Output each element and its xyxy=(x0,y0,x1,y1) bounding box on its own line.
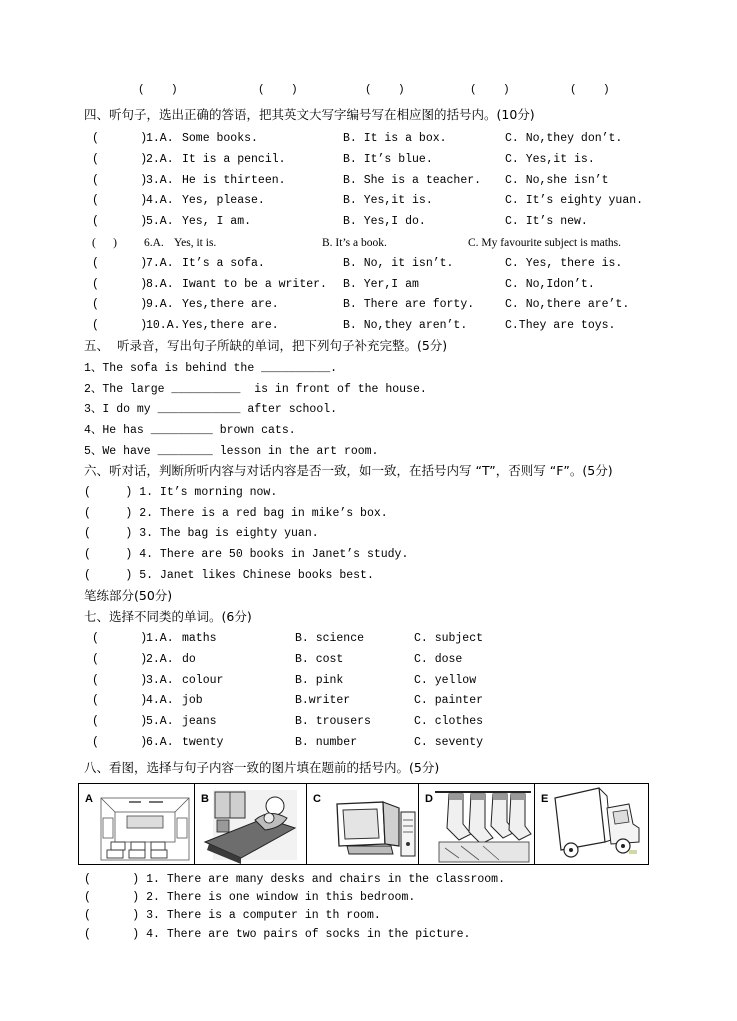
option-b: B. science xyxy=(295,632,365,645)
question-number: 6.A. xyxy=(144,237,164,249)
question-number: 7.A. xyxy=(146,256,174,270)
fill-blank-item: 1、The sofa is behind the __________. xyxy=(84,362,338,375)
answer-paren: ( ) xyxy=(92,215,148,229)
written-part-heading: 笔练部分(50分) xyxy=(84,588,173,603)
option-c: C. No,Idon’t. xyxy=(505,277,595,291)
option-b: B. trousers xyxy=(295,715,371,729)
computer-icon xyxy=(307,784,419,864)
question-number: 8.A. xyxy=(146,277,174,291)
section-4-heading: 四、听句子，选出正确的答语，把其英文大写字编号写在相应图的括号内。(10分) xyxy=(84,107,535,122)
option-b: B. She is a teacher. xyxy=(343,173,482,187)
answer-paren: ( ) xyxy=(92,298,148,312)
question-number: 10.A. xyxy=(146,319,181,333)
option-b: B. number xyxy=(295,736,358,749)
option-a: He is thirteen. xyxy=(182,173,286,187)
answer-paren: ( ) xyxy=(92,194,148,208)
option-a: jeans xyxy=(182,715,217,729)
answer-paren: ( ) xyxy=(92,652,148,666)
option-c: C. clothes xyxy=(414,715,484,729)
section-8-heading: 八、看图，选择与句子内容一致的图片填在题前的括号内。(5分) xyxy=(84,760,440,775)
fill-blank-item: 4、He has _________ brown cats. xyxy=(84,424,296,437)
option-a: It’s a sofa. xyxy=(182,256,265,270)
option-b: B. No, it isn’t. xyxy=(343,256,454,270)
picture-cell-c xyxy=(307,784,419,864)
question-number: 2.A. xyxy=(146,152,174,166)
option-c: C. It’s new. xyxy=(505,215,588,229)
answer-paren: ( ) xyxy=(92,256,148,270)
option-c: C. Yes,it is. xyxy=(505,152,595,166)
option-a: do xyxy=(182,652,196,666)
picture-label: D xyxy=(425,793,433,805)
section-6-heading: 六、听对话，判断所听内容与对话内容是否一致，如一致，在括号内写 “T”，否则写 “F”。(5分) xyxy=(84,463,613,478)
option-c: C. yellow xyxy=(414,673,477,687)
true-false-item: ( ) 2. There is a red bag in mike’s box. xyxy=(84,507,388,520)
answer-paren: ( ) xyxy=(92,152,148,166)
option-a: Iwant to be a writer. xyxy=(182,277,327,291)
classroom-icon xyxy=(79,784,195,864)
option-a: colour xyxy=(182,673,224,687)
picture-cell-b xyxy=(195,784,307,864)
option-a: Yes, it is. xyxy=(174,237,217,249)
option-c: C. Yes, there is. xyxy=(505,256,623,270)
option-c: C. It’s eighty yuan. xyxy=(505,194,644,208)
picture-label: E xyxy=(541,793,549,805)
true-false-item: ( ) 5. Janet likes Chinese books best. xyxy=(84,569,374,582)
option-a: Yes, I am. xyxy=(182,215,252,229)
question-number: 4.A. xyxy=(146,194,174,208)
picture-item: ( ) 3. There is a computer in th room. xyxy=(84,909,381,922)
picture-item: ( ) 4. There are two pairs of socks in the picture. xyxy=(84,928,471,941)
question-number: 9.A. xyxy=(146,298,174,312)
answer-paren: ( ) xyxy=(570,84,610,96)
option-b: B. Yes,it is. xyxy=(343,194,433,208)
picture-item: ( ) 2. There is one window in this bedroom. xyxy=(84,891,416,904)
answer-paren: ( ) xyxy=(92,694,148,708)
picture-cell-d xyxy=(419,784,535,864)
question-number: 1.A. xyxy=(146,632,174,645)
option-a: maths xyxy=(182,632,217,645)
true-false-item: ( ) 1. It’s morning now. xyxy=(84,486,278,499)
answer-paren: ( ) xyxy=(365,84,405,96)
answer-paren: ( ) xyxy=(470,84,510,96)
picture-label: B xyxy=(201,793,209,805)
answer-paren: ( ) xyxy=(92,632,148,645)
option-a: It is a pencil. xyxy=(182,152,286,166)
option-b: B.writer xyxy=(295,694,351,708)
picture-label: C xyxy=(313,793,321,805)
picture-cell-e xyxy=(535,784,648,864)
fill-blank-item: 3、I do my ____________ after school. xyxy=(84,403,338,416)
option-b: B. No,they aren’t. xyxy=(343,319,468,333)
answer-paren: ( ) xyxy=(92,237,117,249)
option-b: B. It is a box. xyxy=(343,132,447,145)
fill-blank-item: 5、We have ________ lesson in the art room. xyxy=(84,445,379,458)
question-number: 2.A. xyxy=(146,652,174,666)
fill-blank-item: 2、The large __________ is in front of the house. xyxy=(84,383,427,396)
truck-icon xyxy=(535,784,648,864)
option-c: C. My favourite subject is maths. xyxy=(468,237,621,249)
picture-item: ( ) 1. There are many desks and chairs in the classroom. xyxy=(84,873,505,886)
true-false-item: ( ) 4. There are 50 books in Janet’s study. xyxy=(84,548,409,561)
question-number: 1.A. xyxy=(146,132,174,145)
answer-paren: ( ) xyxy=(92,132,148,145)
option-b: B. There are forty. xyxy=(343,298,475,312)
option-c: C. painter xyxy=(414,694,484,708)
question-number: 4.A. xyxy=(146,694,174,708)
option-c: C. No,there are’t. xyxy=(505,298,630,312)
answer-paren: ( ) xyxy=(92,277,148,291)
option-b: B. Yes,I do. xyxy=(343,215,426,229)
true-false-item: ( ) 3. The bag is eighty yuan. xyxy=(84,527,319,540)
option-b: B. cost xyxy=(295,652,344,666)
answer-paren: ( ) xyxy=(92,319,148,333)
socks-icon xyxy=(419,784,535,864)
option-b: B. It’s a book. xyxy=(322,237,387,249)
question-number: 6.A. xyxy=(146,736,174,749)
option-b: B. It’s blue. xyxy=(343,152,433,166)
section-7-heading: 七、选择不同类的单词。(6分) xyxy=(84,609,252,624)
option-a: Yes,there are. xyxy=(182,298,279,312)
picture-table xyxy=(78,783,649,865)
option-a: Yes, please. xyxy=(182,194,265,208)
question-number: 5.A. xyxy=(146,215,174,229)
answer-paren: ( ) xyxy=(92,673,148,687)
option-b: B. pink xyxy=(295,673,344,687)
answer-paren: ( ) xyxy=(92,736,148,749)
option-c: C. No,she isn’t xyxy=(505,173,609,187)
option-a: Yes,there are. xyxy=(182,319,279,333)
picture-cell-a xyxy=(79,784,195,864)
answer-paren: ( ) xyxy=(92,715,148,729)
option-b: B. Yer,I am xyxy=(343,277,419,291)
question-number: 3.A. xyxy=(146,173,174,187)
answer-paren: ( ) xyxy=(138,84,178,96)
picture-label: A xyxy=(85,793,93,805)
option-a: job xyxy=(182,694,203,708)
option-a: twenty xyxy=(182,736,224,749)
option-c: C. seventy xyxy=(414,736,484,749)
question-number: 3.A. xyxy=(146,673,174,687)
section-5-heading: 五、 听录音，写出句子所缺的单词，把下列句子补充完整。(5分) xyxy=(84,338,448,353)
option-c: C. dose xyxy=(414,652,463,666)
option-c: C. subject xyxy=(414,632,484,645)
answer-paren: ( ) xyxy=(92,173,148,187)
answer-paren: ( ) xyxy=(258,84,298,96)
bedroom-icon xyxy=(195,784,307,864)
option-c: C. No,they don’t. xyxy=(505,132,623,145)
option-c: C.They are toys. xyxy=(505,319,616,333)
option-a: Some books. xyxy=(182,132,258,145)
question-number: 5.A. xyxy=(146,715,174,729)
